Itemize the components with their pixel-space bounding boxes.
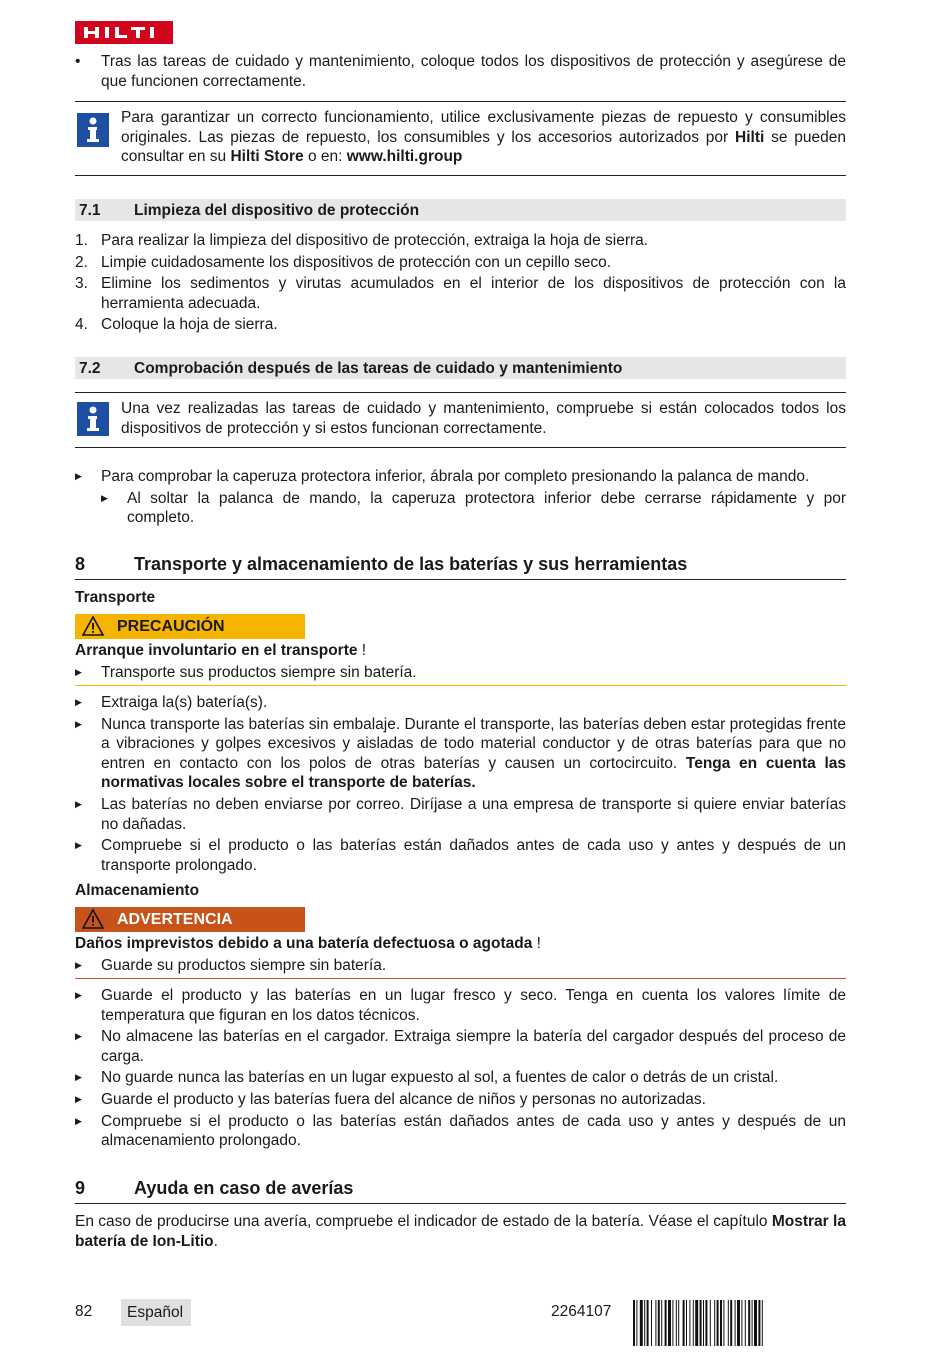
barcode-bar — [758, 1300, 760, 1346]
barcode-bar — [728, 1300, 729, 1346]
barcode-bar — [678, 1300, 679, 1346]
arrow-bullet-icon: ▶ — [75, 697, 82, 707]
barcode-bar — [700, 1300, 702, 1346]
info-icon — [77, 113, 109, 147]
barcode-bar — [714, 1300, 715, 1346]
transport-subheading: Transporte — [75, 589, 156, 606]
caution-title: Arranque involuntario en el transporte ! — [75, 642, 367, 659]
barcode-bar — [717, 1300, 719, 1346]
barcode-bar — [720, 1300, 722, 1346]
arrow-bullet-icon: ▶ — [75, 1115, 82, 1126]
barcode-bar — [705, 1300, 707, 1346]
arrow-bullet-icon: ▶ — [75, 1093, 82, 1104]
barcode-bar — [745, 1300, 746, 1346]
storage-subheading: Almacenamiento — [75, 882, 200, 899]
barcode-bar — [754, 1300, 757, 1346]
list-item: ▶ Guarde el producto y las baterías fuera del alcance de niños y personas no autorizadas. — [75, 1090, 706, 1108]
caution-bullet: ▶ Transporte sus productos siempre sin batería. — [75, 664, 417, 681]
storage-bullets — [75, 986, 846, 1151]
warning-rule — [75, 978, 846, 979]
intro-bullet: • Tras las tareas de cuidado y mantenimiento, coloque todos los dispositivos de protección y asegúrese de que funcionen correctamente. — [75, 53, 846, 90]
barcode-bar — [640, 1300, 643, 1346]
barcode — [633, 1300, 845, 1346]
arrow-bullet-icon: ▶ — [75, 840, 82, 851]
barcode-bar — [703, 1300, 704, 1346]
caution-rule — [75, 685, 846, 686]
check-bullet: ▶ Para comprobar la caperuza protectora inferior, ábrala por completo presionando la palanca de mando. ▶ Al soltar la palanca de mando, la caperuza protectora inferior debe cerrarse rápidamente y por completo. — [75, 468, 846, 527]
language-tag: Español — [121, 1299, 191, 1326]
arrow-bullet-icon: ▶ — [75, 1072, 82, 1083]
section-9-heading: 9 Ayuda en caso de averías — [75, 1179, 846, 1204]
arrow-bullet-icon: ▶ — [75, 1031, 82, 1042]
arrow-bullet-icon: ▶ — [75, 960, 82, 970]
warning-banner: ADVERTENCIA — [75, 907, 305, 932]
list-item: 3. Elimine los sedimentos y virutas acumulados en el interior de los dispositivos de protección con la herramienta adecuada. — [75, 275, 846, 312]
barcode-bar — [723, 1300, 724, 1346]
barcode-bar — [693, 1300, 694, 1346]
section-7-2-heading: 7.2 Comprobación después de las tareas de cuidado y mantenimiento — [75, 357, 846, 379]
barcode-bar — [647, 1300, 649, 1346]
barcode-bar — [658, 1300, 660, 1346]
barcode-bar — [661, 1300, 662, 1346]
troubleshooting-text: En caso de producirse una avería, compruebe el indicador de estado de la batería. Véase el capítulo Mostrar la batería de Ion-Litio. — [75, 1213, 846, 1250]
info-note-text: Una vez realizadas las tareas de cuidado y mantenimiento, compruebe si están colocados todos los dispositivos de protección y si estos funcionan correctamente. — [121, 400, 846, 437]
info-note-text: Para garantizar un correcto funcionamiento, utilice exclusivamente piezas de repuesto y consumibles originales. Las piezas de repuesto, los consumibles y los accesorios autorizados por Hilti se pueden consultar en su Hilti Store o en: www.hilti.group — [121, 109, 846, 166]
warning-bullet: ▶ Guarde su productos siempre sin batería. — [75, 957, 387, 974]
warning-title: Daños imprevistos debido a una batería defectuosa o agotada ! — [75, 935, 541, 952]
warning-triangle-icon — [82, 616, 104, 636]
barcode-bar — [636, 1300, 637, 1346]
arrow-bullet-icon: ▶ — [75, 667, 82, 677]
list-item: ▶ Guarde el producto y las baterías en un lugar fresco y seco. Tenga en cuenta los valores límite de temperatura que figuran en los datos técnicos. — [75, 987, 846, 1024]
list-item: ▶ Nunca transporte las baterías sin embalaje. Durante el transporte, las baterías deben estar protegidas frente a vibraciones y golpes excesivos y aisladas de todo material conductor y de otras baterías para que no entren en contacto con los polos de otras baterías y causen un cortocircuito. Tenga en cuenta las normativas locales sobre el transporte de baterías. — [75, 715, 846, 792]
barcode-bar — [735, 1300, 736, 1346]
document-number: 2264107 — [551, 1303, 612, 1320]
barcode-bar — [730, 1300, 732, 1346]
page-number: 82 — [75, 1303, 93, 1320]
warning-triangle-icon — [82, 909, 104, 929]
barcode-bar — [665, 1300, 667, 1346]
info-note-spare-parts — [75, 101, 846, 176]
barcode-bar — [686, 1300, 687, 1346]
caution-banner: PRECAUCIÓN — [75, 614, 305, 639]
section-7-1-heading: 7.1 Limpieza del dispositivo de protección — [75, 199, 846, 221]
list-item: ▶ Las baterías no deben enviarse por correo. Diríjase a una empresa de transporte si quiere enviar baterías no dañadas. — [75, 795, 846, 833]
battery-chapter-reference: Mostrar la batería de Ion-Litio — [75, 1213, 846, 1250]
barcode-bar — [683, 1300, 685, 1346]
barcode-bar — [695, 1300, 698, 1346]
arrow-bullet-icon: ▶ — [101, 492, 108, 503]
section-8-heading: 8 Transporte y almacenamiento de las baterías y sus herramientas — [75, 555, 846, 580]
cleaning-steps-list — [75, 231, 846, 335]
arrow-bullet-icon: ▶ — [75, 990, 82, 1000]
barcode-bar — [644, 1300, 645, 1346]
list-item: 2. Limpie cuidadosamente los dispositivos de protección con un cepillo seco. — [75, 253, 612, 271]
barcode-bar — [668, 1300, 671, 1346]
list-item: ▶ Extraiga la(s) batería(s). — [75, 694, 268, 711]
hilti-logo — [75, 21, 173, 44]
arrow-bullet-icon: ▶ — [75, 471, 82, 481]
arrow-bullet-icon: ▶ — [75, 798, 82, 809]
barcode-bar — [748, 1300, 750, 1346]
barcode-bar — [741, 1300, 742, 1346]
list-item: 1. Para realizar la limpieza del dispositivo de protección, extraiga la hoja de sierra. — [75, 232, 649, 249]
barcode-bar — [633, 1300, 635, 1346]
barcode-bar — [655, 1300, 656, 1346]
barcode-bar — [762, 1300, 763, 1346]
list-item: ▶ No guarde nunca las baterías en un lugar expuesto al sol, a fuentes de calor o detrás de un cristal. — [75, 1069, 779, 1087]
barcode-bar — [651, 1300, 652, 1346]
barcode-bar — [710, 1300, 711, 1346]
arrow-bullet-icon: ▶ — [75, 718, 82, 729]
info-note-check — [75, 392, 846, 448]
barcode-bar — [689, 1300, 690, 1346]
barcode-bar — [737, 1300, 740, 1346]
info-icon — [77, 402, 109, 436]
list-item: ▶ No almacene las baterías en el cargador. Extraiga siempre la batería del cargador después del proceso de carga. — [75, 1028, 846, 1065]
list-item: ▶ Compruebe si el producto o las baterías están dañados antes de cada uso y antes y después de un transporte prolongado. — [75, 837, 846, 874]
list-item: ▶ Compruebe si el producto o las baterías están dañados antes de cada uso y antes y después de un almacenamiento prolongado. — [75, 1112, 846, 1150]
transport-bullets — [75, 693, 846, 875]
barcode-bar — [752, 1300, 753, 1346]
barcode-bar — [672, 1300, 673, 1346]
list-item: 4. Coloque la hoja de sierra. — [75, 316, 278, 334]
barcode-bar — [676, 1300, 677, 1346]
